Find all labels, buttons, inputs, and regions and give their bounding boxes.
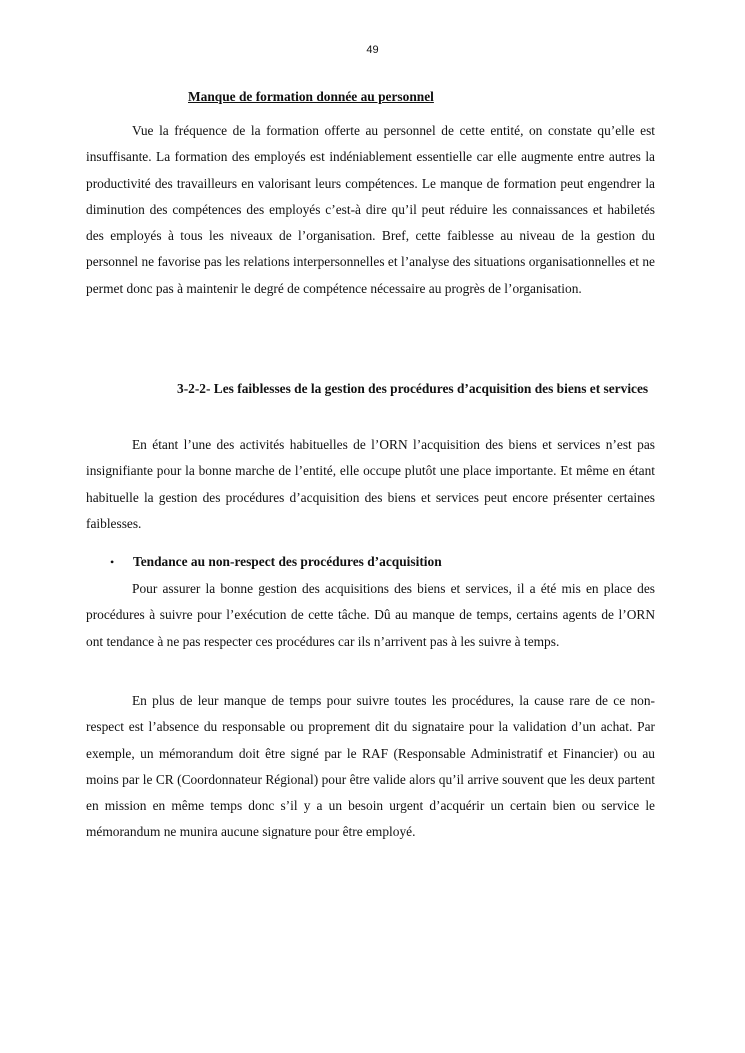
bullet-icon: •	[110, 555, 115, 569]
paragraph-acquisition-intro: En étant l’une des activités habituelles de l’ORN l’acquisition des biens et services n’est pas insignifiante pour la bonne marche de l’entité, elle occupe plutôt une place importante. Et même en étant habituelle la gestion des procédures d’acquisition des biens et services peut encore présenter certaines faiblesses.	[86, 437, 655, 531]
bullet-heading: Tendance au non-respect des procédures d’acquisition	[133, 554, 442, 569]
paragraph-procedures: Pour assurer la bonne gestion des acquisitions des biens et services, il a été mis en place des procédures à suivre pour l’exécution de cette tâche. Dû au manque de temps, certains agents de l’ORN ont tendance à ne pas respecter ces procédures car ils n’arrivent pas à les suivre à temps.	[86, 581, 655, 649]
subheading-training: Manque de formation donnée au personnel	[188, 89, 434, 104]
paragraph-training: Vue la fréquence de la formation offerte au personnel de cette entité, on constate qu’elle est insuffisante. La formation des employés est indéniablement essentielle car elle augmente entre autres la productivité des travailleurs en valorisant leurs compétences. Le manque de formation peut engendrer la diminution des compétences des employés c’est-à dire qu’il peut réduire les connaissances et habiletés des employés à tous les niveaux de l’organisation. Bref, cette faiblesse au niveau de la gestion du personnel ne favorise pas les relations interpersonnelles et l’analyse des situations organisationnelles et ne permet donc pas à maintenir le degré de compétence nécessaire au progrès de l’organisation.	[86, 123, 655, 296]
paragraph-signature: En plus de leur manque de temps pour suivre toutes les procédures, la cause rare de ce non-respect est l’absence du responsable ou proprement dit du signataire pour la validation d’un achat. Par exemple, un mémorandum doit être signé par le RAF (Responsable Administratif et Financier) ou au moins par le CR (Coordonnateur Régional) pour être valide alors qu’il arrive souvent que les deux partent en mission en même temps donc s’il y a un besoin urgent d’acquérir un certain bien ou service le mémorandum ne munira aucune signature pour être employé.	[86, 693, 655, 840]
bullet-item	[110, 553, 442, 571]
section-title-3-2-2: 3-2-2- Les faiblesses de la gestion des procédures d’acquisition des biens et services	[177, 381, 649, 396]
page-number: 49	[366, 44, 379, 56]
